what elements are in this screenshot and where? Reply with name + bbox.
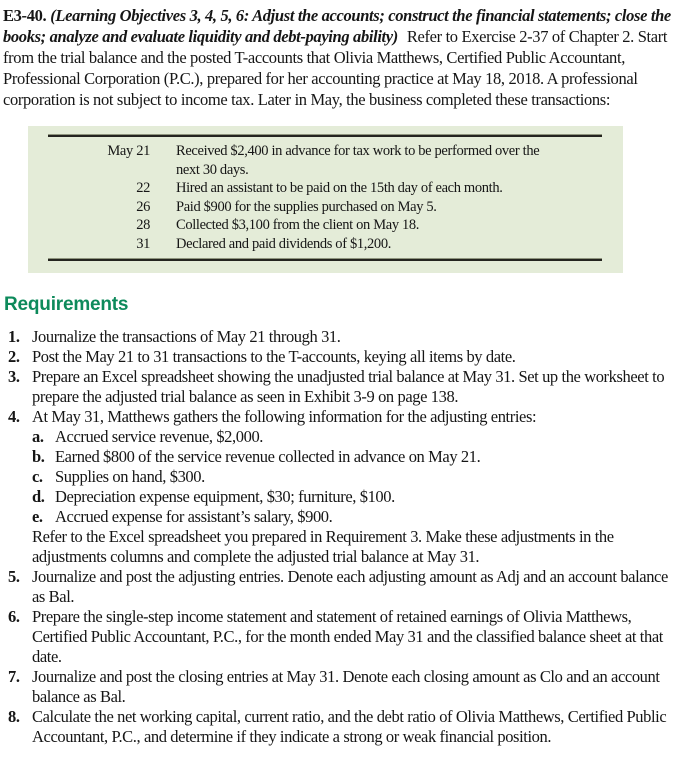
requirement-item (8, 367, 676, 407)
requirement-subitem (32, 507, 676, 527)
requirement-text: Journalize the transactions of May 21 through 31. (32, 327, 341, 346)
requirement-text: At May 31, Matthews gathers the following information for the adjusting entries: (32, 407, 537, 426)
subitem-letter: d. (32, 487, 45, 506)
requirement-text: Journalize and post the closing entries at May 31. Denote each closing amount as Clo and an account balance as Bal. (32, 667, 660, 706)
requirements-list (8, 327, 676, 747)
requirement-number: 4. (8, 407, 20, 426)
transaction-date: 28 (136, 217, 150, 233)
requirement-number: 6. (8, 607, 20, 626)
requirement-item (8, 347, 676, 367)
learning-objectives: (Learning Objectives 3, 4, 5, 6: Adjust the accounts; construct the financial statements; close the books; analyze and evaluate liquidity and debt-paying ability) (3, 6, 671, 46)
transaction-description: Paid $900 for the supplies purchased on May 5. (176, 198, 437, 215)
requirement-item (8, 607, 676, 667)
requirement-number: 3. (8, 367, 20, 386)
transaction-date: May 21 (107, 143, 150, 159)
requirement-number: 7. (8, 667, 20, 686)
subitem-text: Earned $800 of the service revenue collected in advance on May 21. (55, 447, 481, 466)
exercise-number: E3-40. (3, 6, 47, 25)
table-bottom-rule (48, 258, 602, 261)
subitem-text: Accrued expense for assistant’s salary, $900. (55, 507, 333, 526)
transactions-table (28, 137, 623, 258)
requirement-subitem (32, 467, 676, 487)
requirement-item (8, 667, 676, 707)
transaction-row (28, 216, 623, 235)
subitem-text: Depreciation expense equipment, $30; furniture, $100. (55, 487, 395, 506)
transaction-date: 31 (136, 235, 150, 252)
requirement-text: Journalize and post the adjusting entries. Denote each adjusting amount as Adj and an account balance as Bal. (32, 567, 668, 606)
requirement-subitem (32, 447, 676, 467)
requirement-number: 5. (8, 567, 20, 586)
requirement-text: Prepare an Excel spreadsheet showing the unadjusted trial balance at May 31. Set up the worksheet to prepare the adjusted trial balance as seen in Exhibit 3-9 on page 138. (32, 367, 665, 406)
transaction-row (28, 142, 623, 179)
subitem-text: Supplies on hand, $300. (55, 467, 205, 486)
transaction-date: 22 (136, 180, 150, 196)
requirement-number: 8. (8, 707, 20, 726)
subitem-letter: b. (32, 447, 45, 466)
transaction-date: 26 (136, 198, 150, 215)
transaction-description: Collected $3,100 from the client on May 18. (176, 217, 420, 233)
transaction-row (28, 235, 623, 254)
requirement-number: 1. (8, 327, 20, 346)
requirement-number: 2. (8, 347, 20, 366)
requirement-text: Post the May 21 to 31 transactions to the T-accounts, keying all items by date. (32, 347, 516, 366)
requirement-item (8, 707, 676, 747)
requirement-item (8, 327, 676, 347)
subitem-text: Accrued service revenue, $2,000. (55, 427, 264, 446)
transaction-description: Declared and paid dividends of $1,200. (176, 235, 392, 252)
transactions-panel (28, 126, 623, 273)
requirement-text: Calculate the net working capital, current ratio, and the debt ratio of Olivia Matthews, Certified Public Accountant, P.C., and determine if they indicate a strong or weak financial position. (32, 707, 667, 746)
requirement-text: Prepare the single-step income statement and statement of retained earnings of Olivia Matthews, Certified Public Accountant, P.C., for the month ended May 31 and the classified balance sheet at that date. (32, 607, 663, 666)
transaction-row (28, 179, 623, 198)
subitem-letter: c. (32, 467, 43, 486)
exercise-description: Refer to Exercise 2-37 of Chapter 2. Start from the trial balance and the posted T-accounts that Olivia Matthews, Certified Public Accountant, Professional Corporation (P.C.), prepared for her accounting practice at May 18, 2018. A professional corporation is not subject to income tax. Later in May, the business completed these transactions: (3, 27, 668, 109)
exercise-intro-paragraph (3, 5, 693, 110)
requirement-item (8, 407, 676, 567)
subitem-letter: a. (32, 427, 44, 446)
transaction-row (28, 198, 623, 217)
requirements-heading: Requirements (4, 294, 129, 315)
transaction-description: Hired an assistant to be paid on the 15th day of each month. (176, 180, 503, 196)
subitem-letter: e. (32, 507, 43, 526)
requirement-subitem (32, 427, 676, 447)
requirement-item (8, 567, 676, 607)
requirement-subitem (32, 487, 676, 507)
transaction-description: Received $2,400 in advance for tax work to be performed over the next 30 days. (176, 143, 540, 178)
requirement-continuation: Refer to the Excel spreadsheet you prepared in Requirement 3. Make these adjustments in the adjustments columns and complete the adjusted trial balance at May 31. (32, 527, 614, 566)
